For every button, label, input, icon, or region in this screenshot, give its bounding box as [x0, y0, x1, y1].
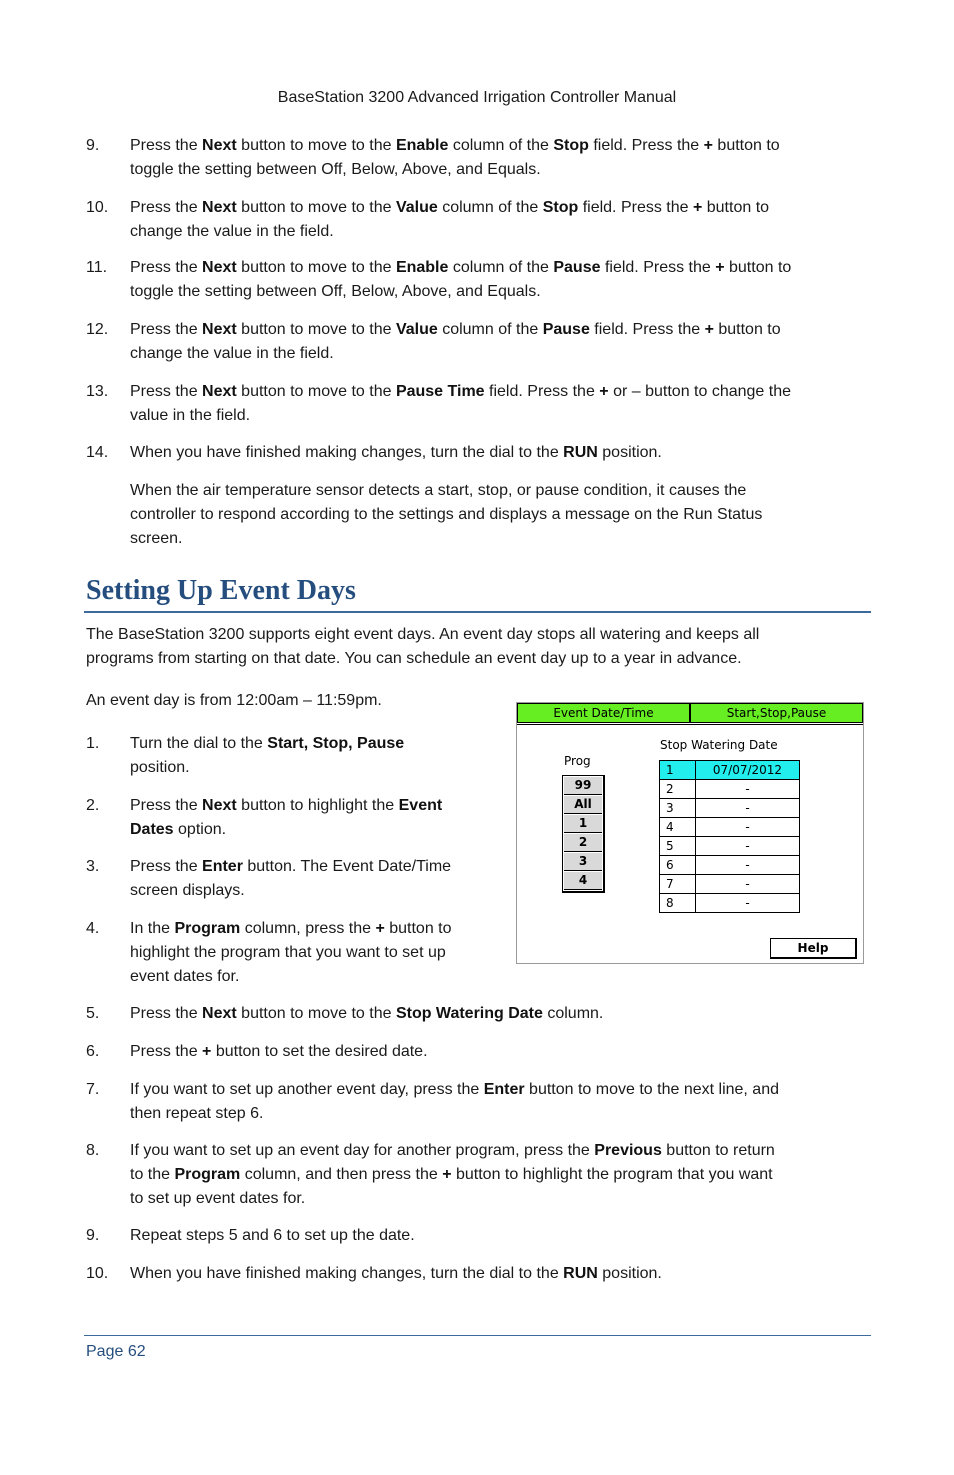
- text-line: [130, 1224, 870, 1248]
- text-run: button to move to the: [236, 199, 396, 216]
- event-number-cell: 8: [660, 894, 696, 913]
- text-run: button to highlight the: [236, 797, 399, 814]
- bold-term: Enable: [395, 137, 449, 154]
- program-item[interactable]: 2: [564, 834, 602, 852]
- bold-term: Stop Watering Date: [395, 1005, 543, 1022]
- stop-date-cell[interactable]: -: [696, 894, 800, 913]
- program-item[interactable]: All: [564, 796, 602, 814]
- stop-date-cell[interactable]: -: [696, 856, 800, 875]
- text-line: [130, 342, 870, 366]
- text-run: button to: [713, 321, 781, 338]
- event-number-cell: 2: [660, 780, 696, 799]
- text-run: toggle the setting between Off, Below, Above, and Equals.: [130, 161, 541, 178]
- running-header: BaseStation 3200 Advanced Irrigation Controller Manual: [277, 89, 677, 106]
- text-run: button to move to the: [236, 259, 396, 276]
- program-item[interactable]: 99: [564, 777, 602, 795]
- step-text: [130, 1078, 870, 1126]
- step-number: 14.: [86, 444, 109, 461]
- program-item[interactable]: 1: [564, 815, 602, 833]
- step-text: [130, 380, 870, 428]
- text-line: [130, 1040, 870, 1064]
- event-number-cell: 6: [660, 856, 696, 875]
- bold-term: RUN: [563, 444, 598, 461]
- text-run: highlight the program that you want to set up: [130, 944, 446, 961]
- step-number: 2.: [86, 797, 100, 814]
- text-run: position.: [597, 444, 662, 461]
- table-row[interactable]: [660, 894, 800, 913]
- bold-term: Dates: [130, 821, 174, 838]
- event-date-screen: [516, 702, 864, 964]
- text-line: [130, 256, 870, 280]
- bold-term: Enable: [395, 259, 449, 276]
- step-text: [130, 1139, 870, 1211]
- step-number: 3.: [86, 858, 100, 875]
- text-line: [130, 1139, 870, 1163]
- text-run: field. Press the: [600, 259, 716, 276]
- text-run: Repeat steps 5 and 6 to set up the date.: [130, 1227, 415, 1244]
- text-run: When you have finished making changes, turn the dial to the: [130, 1265, 564, 1282]
- step-text: [130, 256, 870, 304]
- step-number: 13.: [86, 383, 109, 400]
- table-row[interactable]: [660, 837, 800, 856]
- program-list[interactable]: [562, 775, 605, 893]
- event-number-cell: 4: [660, 818, 696, 837]
- text-run: button to move to the: [236, 321, 396, 338]
- step-text: [130, 1002, 870, 1026]
- text-line: [130, 1102, 870, 1126]
- event-day-range: An event day is from 12:00am – 11:59pm.: [86, 692, 382, 709]
- text-run: Press the: [130, 321, 203, 338]
- bold-term: Pause: [553, 259, 601, 276]
- text-run: Press the: [130, 1005, 203, 1022]
- text-run: Press the: [130, 259, 203, 276]
- text-run: Press the: [130, 797, 203, 814]
- program-item[interactable]: 3: [564, 853, 602, 871]
- text-line: [130, 1078, 870, 1102]
- screen-tabs: [517, 703, 863, 723]
- bold-term: Pause Time: [395, 383, 485, 400]
- page-number: Page 62: [86, 1343, 146, 1360]
- text-line: [130, 380, 870, 404]
- text-line: [130, 965, 870, 989]
- tab-start-stop-pause[interactable]: Start,Stop,Pause: [690, 703, 863, 723]
- stop-date-cell[interactable]: -: [696, 818, 800, 837]
- step-text: [130, 134, 870, 182]
- text-run: Turn the dial to the: [130, 735, 268, 752]
- bold-term: Event: [398, 797, 443, 814]
- text-run: position.: [597, 1265, 662, 1282]
- stop-date-cell[interactable]: -: [696, 837, 800, 856]
- tab-divider: [517, 724, 863, 725]
- step-text: [130, 1224, 870, 1248]
- text-run: column of the: [448, 137, 554, 154]
- text-run: position.: [130, 759, 190, 776]
- bold-term: Next: [202, 137, 237, 154]
- text-line: programs from starting on that date. You can schedule an event day up to a year in advance.: [86, 650, 742, 667]
- step-number: 6.: [86, 1043, 100, 1060]
- text-run: button to move to the: [236, 137, 396, 154]
- program-item[interactable]: 4: [564, 872, 602, 890]
- event-number-cell: 3: [660, 799, 696, 818]
- bold-term: Previous: [594, 1142, 662, 1159]
- tab-event-date-time[interactable]: Event Date/Time: [517, 703, 690, 723]
- text-run: field. Press the: [589, 321, 705, 338]
- step-text: [130, 1262, 870, 1286]
- text-line: [130, 404, 870, 428]
- bold-term: Enter: [202, 858, 243, 875]
- text-line: controller to respond according to the settings and displays a message on the Run Status: [130, 506, 763, 523]
- text-line: [130, 220, 870, 244]
- text-run: When you have finished making changes, turn the dial to the: [130, 444, 564, 461]
- step-number: 10.: [86, 1265, 109, 1282]
- stop-date-cell[interactable]: -: [696, 780, 800, 799]
- text-run: option.: [173, 821, 227, 838]
- text-run: column of the: [448, 259, 554, 276]
- event-number-cell: 1: [660, 761, 696, 780]
- text-run: button to: [712, 137, 780, 154]
- text-line: When the air temperature sensor detects a start, stop, or pause condition, it causes the: [130, 482, 747, 499]
- step-number: 10.: [86, 199, 109, 216]
- bold-term: Program: [174, 1166, 241, 1183]
- stop-date-cell[interactable]: -: [696, 799, 800, 818]
- bold-term: Next: [202, 199, 237, 216]
- step-number: 5.: [86, 1005, 100, 1022]
- text-run: then repeat step 6.: [130, 1105, 264, 1122]
- text-line: [130, 441, 870, 465]
- step-text: [130, 441, 870, 465]
- bold-term: +: [704, 321, 714, 338]
- text-run: field. Press the: [578, 199, 693, 216]
- bold-term: +: [715, 259, 725, 276]
- bold-term: +: [442, 1166, 452, 1183]
- bold-term: Value: [395, 199, 438, 216]
- text-run: screen displays.: [130, 882, 245, 899]
- text-line: [130, 1163, 870, 1187]
- text-line: [130, 280, 870, 304]
- text-line: [130, 1262, 870, 1286]
- bold-term: Enter: [483, 1081, 525, 1098]
- bold-term: Next: [202, 797, 237, 814]
- bold-term: +: [703, 137, 713, 154]
- bold-term: +: [692, 199, 703, 216]
- bold-term: Stop: [553, 137, 589, 154]
- text-run: button to move to the next line, and: [524, 1081, 779, 1098]
- text-line: screen.: [130, 530, 183, 547]
- stop-date-cell[interactable]: 07/07/2012: [696, 761, 800, 780]
- step-text: [130, 196, 870, 244]
- step-number: 12.: [86, 321, 109, 338]
- bold-term: +: [375, 920, 385, 937]
- text-run: button to highlight the program that you want: [451, 1166, 773, 1183]
- bold-term: Next: [202, 321, 237, 338]
- text-line: The BaseStation 3200 supports eight event days. An event day stops all watering and keeps all: [86, 626, 760, 643]
- text-run: value in the field.: [130, 407, 251, 424]
- step-number: 7.: [86, 1081, 100, 1098]
- text-run: If you want to set up another event day, press the: [130, 1081, 484, 1098]
- table-row[interactable]: [660, 761, 800, 780]
- text-line: [130, 318, 870, 342]
- text-run: button to move to the: [236, 1005, 396, 1022]
- text-run: column, and then press the: [240, 1166, 443, 1183]
- text-run: button to: [384, 920, 452, 937]
- bold-term: RUN: [563, 1265, 598, 1282]
- step-number: 9.: [86, 137, 100, 154]
- run-status-note: [130, 479, 762, 551]
- text-run: button to: [702, 199, 770, 216]
- text-run: button to return: [661, 1142, 775, 1159]
- text-run: column.: [542, 1005, 604, 1022]
- bold-term: +: [202, 1043, 212, 1060]
- text-run: to set up event dates for.: [130, 1190, 306, 1207]
- text-run: button to: [724, 259, 792, 276]
- step-number: 8.: [86, 1142, 100, 1159]
- text-run: button. The Event Date/Time: [242, 858, 452, 875]
- section-divider: [84, 611, 871, 613]
- text-run: change the value in the field.: [130, 223, 334, 240]
- text-line: [130, 134, 870, 158]
- text-line: [130, 196, 870, 220]
- text-run: field. Press the: [588, 137, 704, 154]
- stop-watering-date-label: Stop Watering Date: [660, 738, 778, 752]
- text-run: If you want to set up an event day for another program, press the: [130, 1142, 595, 1159]
- stop-watering-date-table[interactable]: [659, 760, 800, 913]
- stop-date-cell[interactable]: -: [696, 875, 800, 894]
- bold-term: Value: [395, 321, 438, 338]
- text-run: column, press the: [240, 920, 376, 937]
- text-run: button to set the desired date.: [211, 1043, 428, 1060]
- bold-term: Stop: [542, 199, 579, 216]
- text-line: [130, 1187, 870, 1211]
- table-row[interactable]: [660, 875, 800, 894]
- step-number: 11.: [86, 259, 108, 276]
- text-run: column of the: [437, 321, 543, 338]
- text-run: Press the: [130, 199, 203, 216]
- text-run: In the: [130, 920, 175, 937]
- step-text: [130, 1040, 870, 1064]
- bold-term: Next: [202, 259, 237, 276]
- bold-term: Program: [174, 920, 241, 937]
- table-row[interactable]: [660, 818, 800, 837]
- footer-divider: [84, 1335, 871, 1336]
- text-run: event dates for.: [130, 968, 240, 985]
- text-run: column of the: [437, 199, 543, 216]
- table-row[interactable]: [660, 780, 800, 799]
- intro-paragraph: [86, 623, 759, 671]
- bold-term: Next: [202, 383, 237, 400]
- text-run: Press the: [130, 383, 203, 400]
- step-number: 1.: [86, 735, 100, 752]
- text-run: Press the: [130, 137, 203, 154]
- text-line: [130, 1002, 870, 1026]
- step-text: [130, 318, 870, 366]
- section-title: Setting Up Event Days: [86, 575, 356, 606]
- text-run: change the value in the field.: [130, 345, 334, 362]
- text-run: to the: [130, 1166, 175, 1183]
- text-run: or – button to change the: [608, 383, 791, 400]
- bold-term: Pause: [542, 321, 590, 338]
- bold-term: +: [599, 383, 609, 400]
- text-run: field. Press the: [484, 383, 600, 400]
- help-button[interactable]: Help: [770, 938, 857, 959]
- event-number-cell: 5: [660, 837, 696, 856]
- table-row[interactable]: [660, 856, 800, 875]
- bold-term: Start, Stop, Pause: [267, 735, 405, 752]
- text-run: toggle the setting between Off, Below, Above, and Equals.: [130, 283, 541, 300]
- step-number: 4.: [86, 920, 100, 937]
- text-run: button to move to the: [236, 383, 396, 400]
- step-number: 9.: [86, 1227, 100, 1244]
- prog-label: Prog: [564, 754, 591, 768]
- table-row[interactable]: [660, 799, 800, 818]
- text-run: Press the: [130, 1043, 203, 1060]
- text-run: Press the: [130, 858, 203, 875]
- text-line: [130, 158, 870, 182]
- bold-term: Next: [202, 1005, 237, 1022]
- event-number-cell: 7: [660, 875, 696, 894]
